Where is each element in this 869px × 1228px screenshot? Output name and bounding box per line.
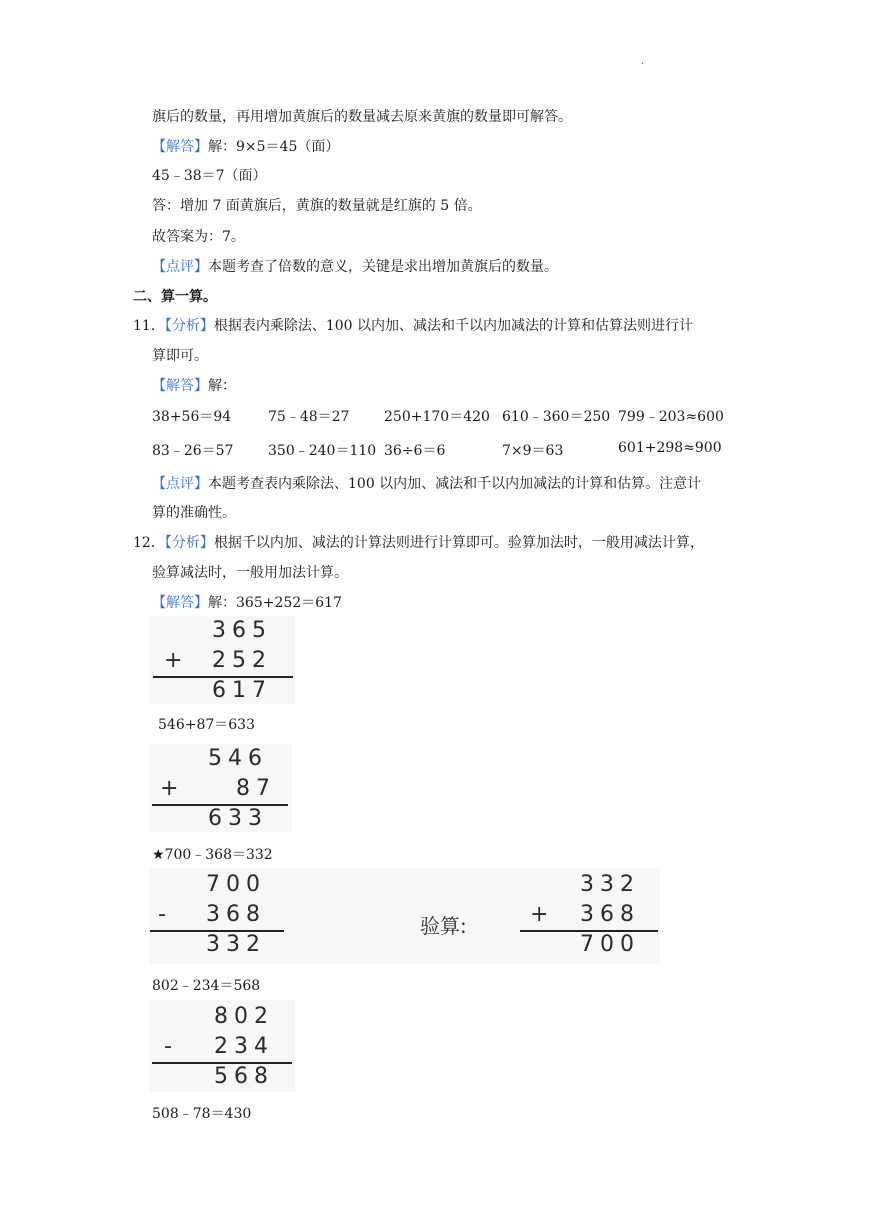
result-item: 799﹣203≈600 [618,409,724,425]
calc-bottom-number: 368 [206,902,266,927]
q10-line3: 45﹣38＝7（面） [152,168,267,184]
q11-comment [152,473,701,493]
result-item: 250+170＝420 [384,409,490,425]
q12-answer [152,592,342,612]
answer-text: 解： [208,378,236,394]
q10-comment [152,256,558,276]
calc-top-number: 546 [208,746,268,771]
vertical-subtraction-802-234 [150,1000,295,1092]
calc-bottom-number: 87 [236,776,276,801]
calc-top-number: 802 [214,1004,274,1029]
check-top-number: 332 [580,872,640,897]
q11-analysis [133,315,693,335]
plus-sign: + [164,648,183,673]
section-title: 二、算一算。 [133,289,217,305]
answer-tag: 【解答】 [152,595,208,611]
result-item: 601+298≈900 [618,440,722,456]
calc-result: 568 [214,1064,274,1089]
analysis-text: 根据表内乘除法、100 以内加、减法和千以内加减法的计算和估算法则进行计 [213,318,693,334]
calc-bottom-number: 252 [212,648,272,673]
answer-text: 解：9×5＝45（面） [208,139,340,155]
result-item: 350﹣240＝110 [268,443,377,459]
calc-result: 617 [212,678,272,703]
analysis-tag: 【分析】 [164,318,214,334]
equation-546-87: 546+87＝633 [158,717,255,733]
equation-700-368: ★700﹣368＝332 [152,847,273,863]
result-item: 7×9＝63 [502,443,564,459]
calc-top-number: 700 [206,872,266,897]
calc-top-number: 365 [212,618,272,643]
check-result: 700 [580,932,640,957]
equation-802-234: 802﹣234＝568 [152,978,261,994]
q11-comment-cont: 算的准确性。 [152,505,236,521]
analysis-text: 根据千以内加、减法的计算法则进行计算即可。验算加法时，一般用减法计算， [213,535,704,551]
analysis-tag: 【分析】 [164,535,214,551]
q12-analysis [133,532,704,552]
page-mark: . [641,56,645,67]
q11-results-row2 [0,440,869,460]
comment-tag: 【点评】 [152,259,208,275]
result-item: 38+56＝94 [152,409,232,425]
plus-sign: + [530,902,549,927]
q12-analysis-cont: 验算减法时，一般用加法计算。 [152,565,348,581]
plus-sign: + [160,776,179,801]
answer-tag: 【解答】 [152,378,208,394]
comment-text: 本题考查了倍数的意义，关键是求出增加黄旗后的数量。 [208,259,558,275]
answer-tag: 【解答】 [152,139,208,155]
result-item: 75﹣48＝27 [268,409,350,425]
calc-result: 332 [206,932,266,957]
check-bottom-number: 368 [580,902,640,927]
calc-bottom-number: 234 [214,1034,274,1059]
minus-sign: - [158,902,166,927]
equation-508-78: 508﹣78＝430 [152,1106,252,1122]
verify-label: 验算: [420,914,467,938]
comment-tag: 【点评】 [152,476,208,492]
q11-results-row1 [0,406,869,426]
q10-answer [152,136,339,156]
answer-text: 解：365+252＝617 [208,595,342,611]
vertical-subtraction-with-check [150,868,660,964]
q11-answer [152,375,236,395]
minus-sign: - [164,1034,172,1059]
result-item: 36÷6＝6 [384,443,446,459]
question-number: 12． [133,535,165,551]
q10-line1: 旗后的数量，再用增加黄旗后的数量减去原来黄旗的数量即可解答。 [152,109,572,125]
comment-text: 本题考查表内乘除法、100 以内加、减法和千以内加减法的计算和估算。注意计 [208,476,702,492]
result-item: 83﹣26＝57 [152,443,234,459]
q10-line5: 故答案为：7。 [152,229,245,245]
q11-analysis-cont: 算即可。 [152,348,208,364]
vertical-addition-365-252 [150,616,295,704]
result-item: 610﹣360＝250 [502,409,611,425]
question-number: 11． [133,318,165,334]
calc-result: 633 [208,806,268,831]
vertical-addition-546-87 [150,744,292,832]
q10-line4: 答：增加 7 面黄旗后，黄旗的数量就是红旗的 5 倍。 [152,198,482,214]
